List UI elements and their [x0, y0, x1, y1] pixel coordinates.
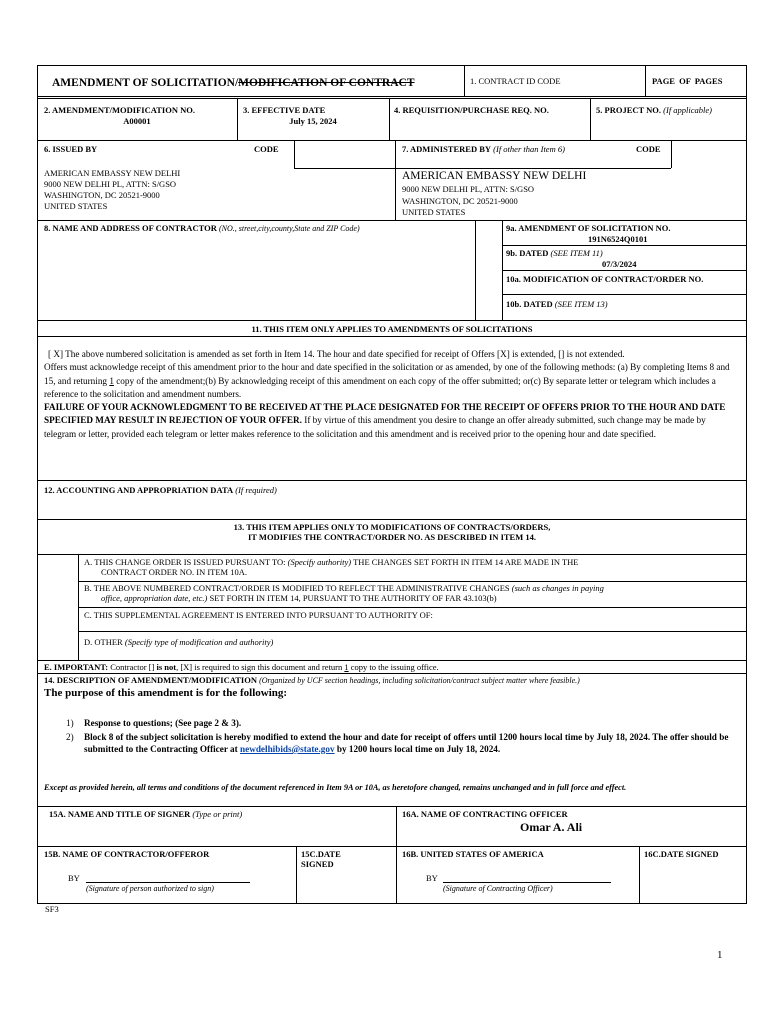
item16a-label: 16A. NAME OF CONTRACTING OFFICER [402, 809, 568, 819]
item15c-label: 15C.DATE SIGNED [301, 849, 341, 869]
item9a-label: 9a. AMENDMENT OF SOLICITATION NO. [506, 223, 671, 233]
bids-email-link[interactable]: newdelhibids@state.gov [240, 744, 335, 754]
item9b-value: 07/3/2024 [602, 259, 637, 269]
page-number: 1 [717, 949, 723, 961]
item15b-by: BY [68, 873, 80, 883]
item14-except: Except as provided herein, all terms and conditions of the document referenced in Item 9A or 10A, as heretofore changed, remains unchanged and in full force and effect. [44, 783, 627, 792]
item14-entry-2: 2) Block 8 of the subject solicitation is hereby modified to extend the hour and date for receipt of offers until 1200 hours local time by July 18, 2024. The offer should be submitted to the Contracting Officer at newdelhibids@state.gov by 1200 hours local time on July 18, 2024. [66, 731, 729, 754]
contractor-label: 8. NAME AND ADDRESS OF CONTRACTOR (NO., street,city,county,State and ZIP Code) [44, 223, 360, 233]
item14-list [38, 717, 738, 757]
item16c-label: 16C.DATE SIGNED [644, 849, 719, 859]
amendment-no: A00001 [123, 116, 151, 126]
administered-by-label: 7. ADMINISTERED BY (If other than Item 6) [402, 144, 565, 154]
item9a-value: 191N6524Q0101 [588, 234, 648, 244]
item16b-label: 16B. UNITED STATES OF AMERICA [402, 849, 544, 859]
item13d: D. OTHER (Specify type of modification and authority) [84, 637, 274, 647]
title-main: AMENDMENT OF SOLICITATION/ [52, 77, 239, 89]
item16b-by: BY [426, 873, 438, 883]
title-struck: MODIFICATION OF CONTRACT [238, 77, 415, 89]
item13a: A. THIS CHANGE ORDER IS ISSUED PURSUANT TO: (Specify authority) THE CHANGES SET FORTH IN ITEM 14 ARE MADE IN THE CONTRACT ORDER NO. IN ITEM 10A. [84, 557, 579, 577]
issued-code-label: CODE [254, 144, 279, 154]
effective-date: July 15, 2024 [289, 116, 337, 126]
item13-heading: 13. THIS ITEM APPLIES ONLY TO MODIFICATIONS OF CONTRACTS/ORDERS, IT MODIFIES THE CONTRACT/ORDER NO. AS DESCRIBED IN ITEM 14. [233, 522, 551, 542]
amendment-no-label: 2. AMENDMENT/MODIFICATION NO. [44, 105, 195, 115]
item15b-signature-caption: (Signature of person authorized to sign) [86, 884, 214, 893]
contracting-officer-name: Omar A. Ali [520, 820, 583, 834]
amendment-form [37, 65, 747, 904]
effective-date-label: 3. EFFECTIVE DATE [243, 105, 326, 115]
issued-by-label: 6. ISSUED BY [44, 144, 98, 154]
project-label: 5. PROJECT NO. (If applicable) [596, 105, 713, 115]
item13b: B. THE ABOVE NUMBERED CONTRACT/ORDER IS MODIFIED TO REFLECT THE ADMINISTRATIVE CHANGES (such as changes in paying office, appropriation date, etc.) SET FORTH IN ITEM 14, PURSUANT TO THE AUTHORITY OF FAR 43.103(b) [84, 583, 604, 603]
form-number: SF3 [45, 904, 59, 914]
item-e-important: E. IMPORTANT: Contractor [] is not, [X] is required to sign this document and return 1 copy to the issuing office. [44, 662, 439, 672]
item16b-signature-caption: (Signature of Contracting Officer) [443, 884, 553, 893]
issued-by-address: AMERICAN EMBASSY NEW DELHI 9000 NEW DELHI PL, ATTN: S/GSO WASHINGTON, DC 20521-9000 UNITED STATES [44, 168, 181, 211]
administered-address: 9000 NEW DELHI PL, ATTN: S/GSO WASHINGTON, DC 20521-9000 UNITED STATES [402, 184, 535, 217]
item9b-label: 9b. DATED (SEE ITEM 11) [506, 248, 603, 258]
item14-entry-1: 1) Response to questions; (See page 2 & 3). [66, 718, 242, 728]
administered-name: AMERICAN EMBASSY NEW DELHI [402, 170, 587, 182]
item12-label: 12. ACCOUNTING AND APPROPRIATION DATA (If required) [44, 485, 277, 495]
item14-label: 14. DESCRIPTION OF AMENDMENT/MODIFICATION (Organized by UCF section headings, including solicitation/contract subject matter where feasible.) [44, 675, 580, 685]
requisition-label: 4. REQUISITION/PURCHASE REQ. NO. [394, 105, 549, 115]
contract-id-label: 1. CONTRACT ID CODE [470, 76, 561, 86]
item13c: C. THIS SUPPLEMENTAL AGREEMENT IS ENTERED INTO PURSUANT TO AUTHORITY OF: [84, 610, 433, 620]
item15b-label: 15B. NAME OF CONTRACTOR/OFFEROR [44, 849, 210, 859]
item10b-label: 10b. DATED (SEE ITEM 13) [506, 299, 608, 309]
item15a-label: 15A. NAME AND TITLE OF SIGNER (Type or print) [49, 809, 243, 819]
item10a-label: 10a. MODIFICATION OF CONTRACT/ORDER NO. [506, 274, 704, 284]
item11-text: [ X] The above numbered solicitation is amended as set forth in Item 14. The hour and date specified for receipt of Offers [X] is extended, [] is not extended. Offers must acknowledge receipt of this amendment prior to the hour and date specified in the solicitation or as amended, by one of the following methods: (a) By completing Items 8 and 15, and returning 1 copy of the amendment;(b) By acknowledging receipt of this amendment on each copy of the offer submitted; or(c) By separate letter or telegram which includes a reference to the solicitation and amendment numbers. FAILURE OF YOUR ACKNOWLEDGMENT TO BE RECEIVED AT THE PLACE DESIGNATED FOR THE RECEIPT OF OFFERS PRIOR TO THE HOUR AND DATE SPECIFIED MAY RESULT IN REJECTION OF YOUR OFFER. If by virtue of this amendment you desire to change an offer already submitted, such change may be made by telegram or letter, provided each telegram or letter makes reference to the solicitation and this amendment and is received prior to the opening hour and date specified. [44, 349, 730, 439]
item14-purpose: The purpose of this amendment is for the following: [44, 687, 288, 699]
page-label: PAGE OF PAGES [652, 76, 723, 86]
administered-code-label: CODE [636, 144, 661, 154]
form-title [52, 76, 415, 90]
item11-heading: 11. THIS ITEM ONLY APPLIES TO AMENDMENTS OF SOLICITATIONS [251, 324, 533, 334]
